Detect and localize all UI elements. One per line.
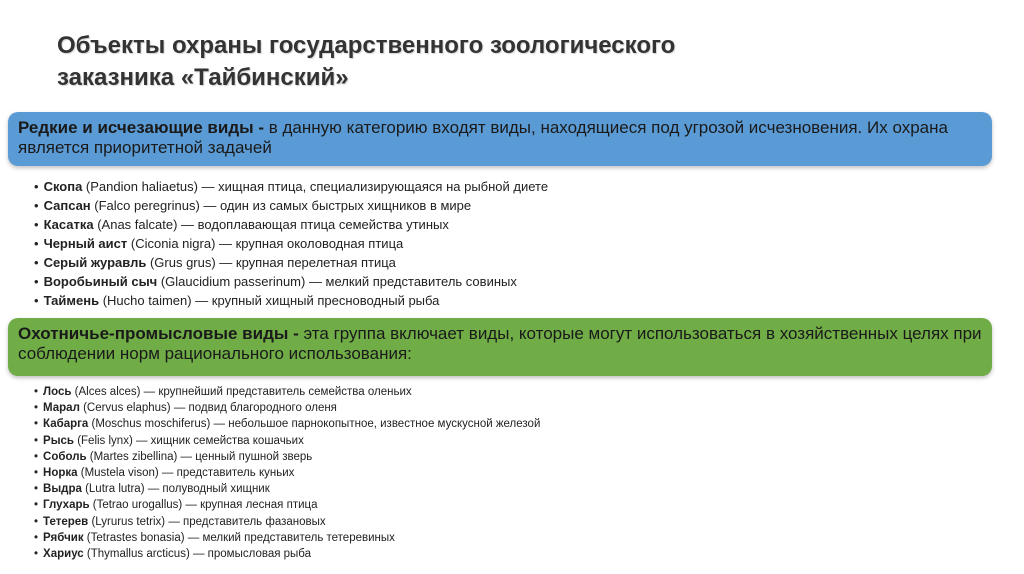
list-item [34, 215, 548, 234]
species-name: Норка [43, 467, 78, 480]
bullet: • [34, 255, 39, 270]
species-description: (Martes zibellina) — ценный пушной зверь [86, 450, 313, 463]
bullet: • [34, 450, 39, 463]
species-description: (Mustela vison) — представитель куньих [77, 467, 295, 480]
species-description: (Tetrastes bonasia) — мелкий представитель тетеревиных [83, 531, 395, 544]
species-name: Рысь [43, 434, 74, 447]
species-description: (Cervus elaphus) — подвид благородного оленя [79, 402, 337, 415]
bullet: • [34, 531, 39, 544]
hunting-species-box [8, 318, 992, 376]
bullet: • [34, 499, 39, 512]
species-description: (Grus grus) — крупная перелетная птица [146, 255, 396, 270]
species-name: Сапсан [43, 198, 91, 213]
species-name: Касатка [43, 217, 94, 232]
rare-species-heading: Редкие и исчезающие виды - [18, 118, 265, 137]
species-name: Скопа [43, 179, 83, 194]
species-name: Черный аист [43, 236, 128, 251]
species-description: (Pandion haliaetus) — хищная птица, специализирующаяся на рыбной диете [82, 179, 549, 194]
species-name: Кабарга [43, 418, 89, 431]
bullet: • [34, 198, 39, 213]
list-item [34, 234, 548, 253]
species-description: (Ciconia nigra) — крупная околоводная птица [127, 236, 404, 251]
species-description: (Thymallus arcticus) — промысловая рыба [83, 548, 312, 561]
rare-species-list [34, 177, 548, 310]
hunting-species-heading: Охотничье-промысловые виды - [18, 324, 299, 343]
species-description: (Glaucidium passerinum) — мелкий представитель совиных [157, 274, 517, 289]
species-name: Воробьиный сыч [43, 274, 158, 289]
list-item [34, 291, 548, 310]
bullet: • [34, 467, 39, 480]
species-description: (Tetrao urogallus) — крупная лесная птица [89, 499, 318, 512]
list-item [34, 433, 540, 449]
bullet: • [34, 483, 39, 496]
list-item [34, 400, 540, 416]
bullet: • [34, 548, 39, 561]
species-description: (Moschus moschiferus) — небольшое парнокопытное, известное мускусной железой [88, 418, 541, 431]
species-description: (Alces alces) — крупнейший представитель семейства оленьих [71, 386, 412, 398]
rare-species-description: в данную категорию входят виды, находящиеся под угрозой исчезновения. Их охрана является приоритетной задачей [18, 118, 948, 157]
list-item [34, 546, 540, 562]
species-description: (Falco peregrinus) — один из самых быстрых хищников в мире [90, 198, 472, 213]
list-item [34, 416, 540, 432]
bullet: • [34, 236, 39, 251]
species-description: (Anas falcate) — водоплавающая птица семейства утиных [93, 217, 449, 232]
species-name: Тетерев [43, 515, 89, 528]
species-name: Рябчик [43, 531, 84, 544]
bullet: • [34, 434, 39, 447]
bullet: • [34, 274, 39, 289]
hunting-species-list [34, 384, 540, 562]
list-item [34, 272, 548, 291]
title-line-1: Объекты охраны государственного зоологического [57, 32, 676, 59]
list-item [34, 481, 540, 497]
list-item [34, 253, 548, 272]
list-item [34, 449, 540, 465]
bullet: • [34, 386, 39, 398]
species-description: (Hucho taimen) — крупный хищный пресноводный рыба [99, 293, 440, 308]
list-item [34, 497, 540, 513]
rare-species-box [8, 112, 992, 166]
species-name: Выдра [43, 483, 82, 496]
list-item [34, 530, 540, 546]
bullet: • [34, 418, 39, 431]
bullet: • [34, 402, 39, 415]
list-item [34, 196, 548, 215]
species-name: Глухарь [43, 499, 90, 512]
bullet: • [34, 515, 39, 528]
bullet: • [34, 293, 39, 308]
list-item [34, 465, 540, 481]
species-name: Соболь [43, 450, 87, 463]
species-name: Марал [43, 402, 80, 415]
species-name: Таймень [43, 293, 100, 308]
list-item [34, 177, 548, 196]
species-description: (Felis lynx) — хищник семейства кошачьих [74, 434, 304, 447]
page-title [57, 30, 957, 94]
hunting-species-description: эта группа включает виды, которые могут использоваться в хозяйственных целях при соблюдении норм рационального использования: [18, 324, 982, 363]
species-name: Серый журавль [43, 255, 147, 270]
list-item [34, 384, 540, 400]
species-description: (Lutra lutra) — полуводный хищник [81, 483, 270, 496]
species-name: Лось [43, 386, 72, 398]
species-description: (Lyrurus tetrix) — представитель фазановых [88, 515, 326, 528]
species-name: Хариус [43, 548, 84, 561]
title-line-2: заказника «Тайбинский» [57, 64, 349, 91]
bullet: • [34, 217, 39, 232]
bullet: • [34, 179, 39, 194]
list-item [34, 514, 540, 530]
